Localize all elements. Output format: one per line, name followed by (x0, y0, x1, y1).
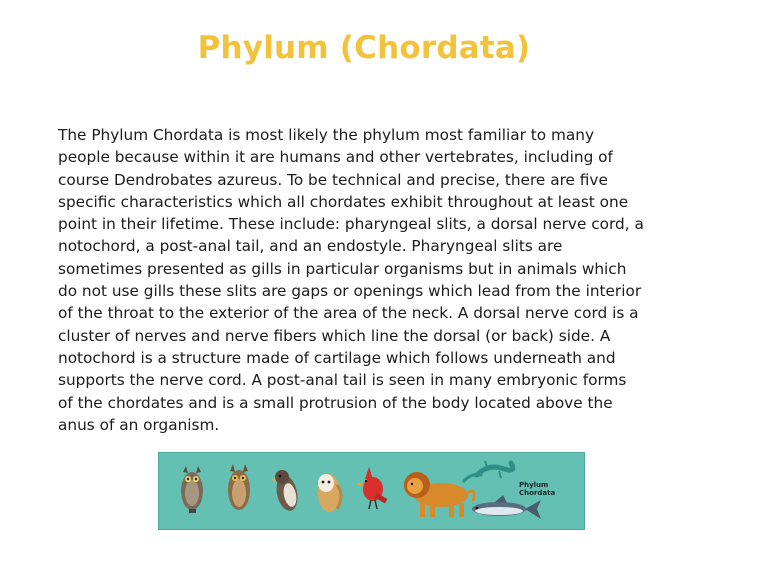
paragraph-line: supports the nerve cord. A post-anal tail is seen in many embryonic forms (58, 371, 627, 390)
paragraph-line: sometimes presented as gills in particular organisms but in animals which (58, 259, 627, 278)
paragraph-line: specific characteristics which all chordates exhibit throughout at least one (58, 192, 629, 211)
fish-icon (472, 495, 541, 519)
paragraph-line: course Dendrobates azureus. To be technical and precise, there are five (58, 170, 608, 189)
paragraph-line: cluster of nerves and nerve fibers which line the dorsal (or back) side. A (58, 326, 611, 345)
lion-icon (404, 472, 474, 517)
owl-icon (228, 464, 250, 510)
paragraph-line: The Phylum Chordata is most likely the phylum most familiar to many (58, 126, 595, 144)
paragraph-line: do not use gills these slits are gaps or openings which lead from the interior (58, 282, 642, 301)
page-title: Phylum (Chordata) (197, 30, 531, 66)
cardinal-icon (356, 467, 387, 509)
owl-icon (181, 466, 203, 513)
paragraph-line: of the throat to the exterior of the area of the neck. A dorsal nerve cord is a (58, 304, 639, 323)
paragraph-line: of the chordates and is a small protrusion of the body located above the (58, 393, 613, 412)
chordata-animals-banner (158, 452, 585, 530)
paragraph-line: point in their lifetime. These include: pharyngeal slits, a dorsal nerve cord, a (58, 215, 644, 234)
lizard-icon (464, 461, 513, 481)
paragraph-line: notochord, a post-anal tail, and an endostyle. Pharyngeal slits are (58, 237, 563, 256)
barn-owl-icon (318, 474, 341, 512)
banner-label-line: Chordata (519, 489, 556, 497)
paragraph-line: anus of an organism. (58, 415, 220, 434)
body-paragraph (58, 124, 726, 436)
banner-label-line: Phylum (519, 481, 549, 489)
paragraph-line: people because within it are humans and other vertebrates, including of (58, 148, 613, 167)
banner-label (519, 481, 579, 497)
paragraph-line: notochord is a structure made of cartilage which follows underneath and (58, 348, 616, 367)
hawk-icon (270, 470, 301, 513)
